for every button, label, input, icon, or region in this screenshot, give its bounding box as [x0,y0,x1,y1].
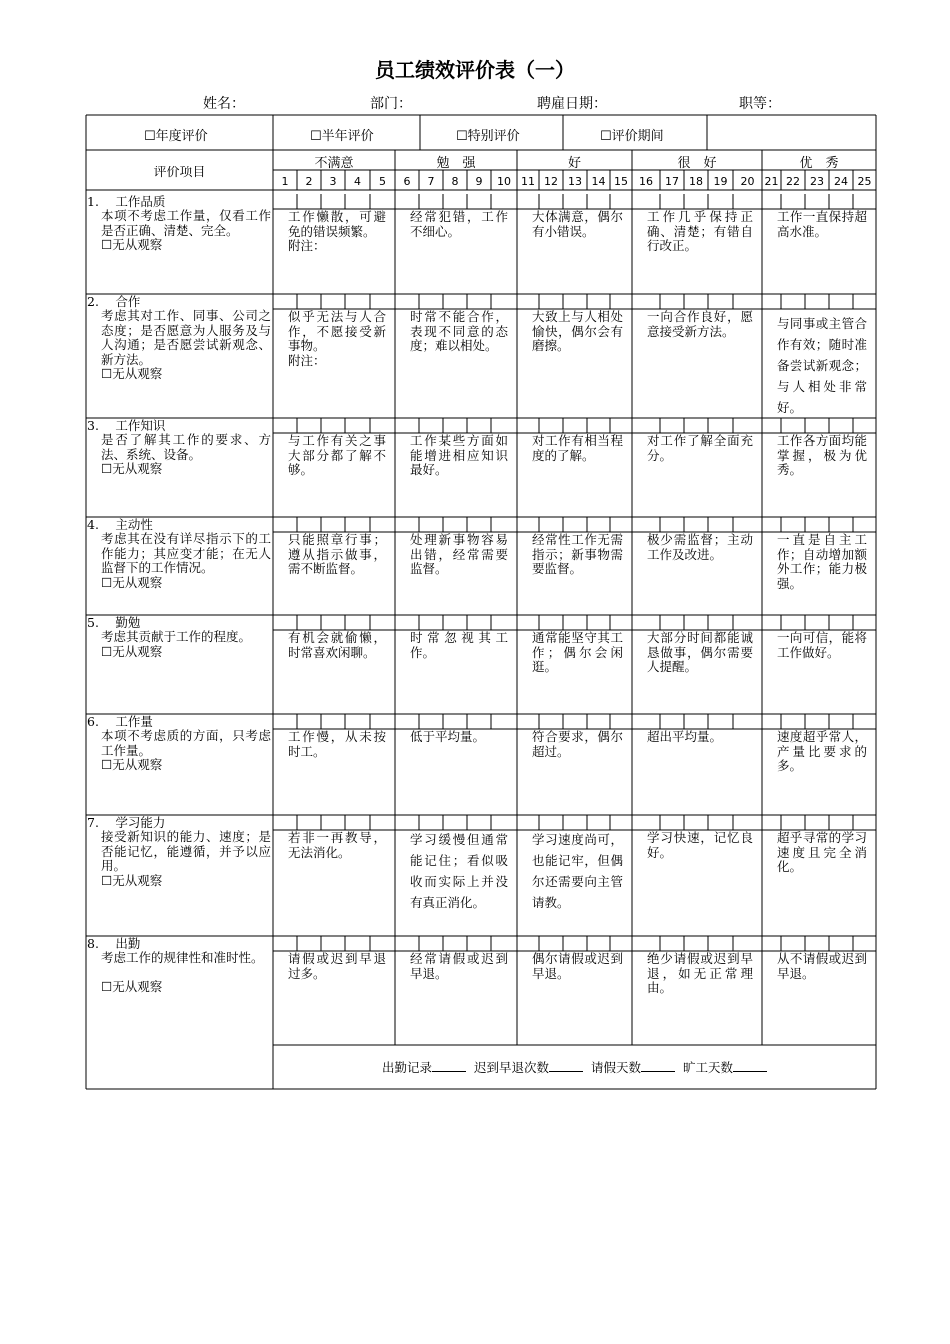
score-number-21: 21 [764,175,779,188]
score-number-17: 17 [665,175,679,188]
leave-days-label: 请假天数 [590,1060,641,1075]
item-description: 是否了解其工作的要求、方法、系统、设备。 [101,433,271,462]
score-number-22: 22 [786,175,800,188]
item-heading: 4. 主动性 [87,518,153,532]
grade-label: 职等： [739,96,781,112]
score-number-2: 2 [305,175,313,188]
dept-label: 部门： [370,96,412,112]
level-description-5: 超乎寻常的学习速度且完全消化。 [777,831,867,874]
level-description-2: 经常犯错，工作不细心。 [410,210,508,239]
level-description-1: 工作慢，从未按时工。 [288,730,386,759]
level-description-3: 通常能坚守其工作；偶尔会闲逛。 [532,631,623,674]
absent-days-blank[interactable] [733,1060,767,1072]
score-number-13: 13 [568,175,582,188]
score-number-9: 9 [475,175,483,188]
level-description-1: 有机会就偷懒，时常喜欢闲聊。 [288,631,386,660]
item-description: 本项不考虑工作量，仅看工作是否正确、清楚、完全。 [101,209,271,238]
level-description-2: 处理新事物容易出错，经常需要监督。 [410,533,508,576]
level-description-2: 时常不能合作，表现不同意的态度；难以相处。 [410,310,508,353]
annual-review-checkbox[interactable]: ☐年度评价 [144,129,208,144]
level-description-4: 大部分时间都能诚恳做事，偶尔需要人提醒。 [647,631,753,674]
no-observation-checkbox[interactable]: ☐无从观察 [101,758,163,772]
level-description-4: 极少需监督；主动工作及改进。 [647,533,753,562]
semiannual-review-checkbox[interactable]: ☐半年评价 [310,129,374,144]
score-number-20: 20 [740,175,755,188]
level-description-5: 速度超乎常人，产量比要求的多。 [777,730,867,773]
item-heading: 7. 学习能力 [87,816,166,830]
leave-days-blank[interactable] [641,1060,675,1072]
no-observation-checkbox[interactable]: ☐无从观察 [101,462,163,476]
item-description: 接受新知识的能力、速度；是否能记忆，能遵循，并予以应用。 [101,830,271,873]
late-count-label: 迟到早退次数 [474,1060,550,1075]
no-observation-checkbox[interactable]: ☐无从观察 [101,238,163,252]
score-number-6: 6 [403,175,411,188]
level-description-2: 低于平均量。 [410,730,486,744]
level-description-1: 只能照章行事；遵从指示做事，需不断监督。 [288,533,386,576]
score-number-14: 14 [591,175,606,188]
level-description-4: 一向合作良好，愿意接受新方法。 [647,310,753,339]
late-count-blank[interactable] [549,1060,583,1072]
hire-date-label: 聘雇日期： [537,96,607,112]
score-number-7: 7 [427,175,435,188]
level-description-1: 工作懒散，可避免的错误频繁。 附注： [288,210,386,253]
score-number-23: 23 [810,175,824,188]
level-description-1: 请假或迟到早退过多。 [288,952,386,981]
item-heading: 2. 合作 [87,295,141,309]
name-label: 姓名： [203,96,245,112]
level-description-1: 若非一再教导，无法消化。 [288,831,386,860]
scale-label-good: 好 [567,156,581,171]
no-observation-checkbox[interactable]: ☐无从观察 [101,367,163,381]
level-description-3: 学习速度尚可，也能记牢，但偶尔还需要向主管请教。 [532,832,623,910]
scale-label-excellent: 优 秀 [799,156,839,171]
level-description-3: 大致上与人相处愉快，偶尔会有磨擦。 [532,310,623,353]
level-description-4: 工作几乎保持正确、清楚；有错自行改正。 [647,210,753,253]
no-observation-checkbox[interactable]: ☐无从观察 [101,644,163,659]
level-description-4: 学习快速，记忆良好。 [647,831,753,860]
item-heading: 8. 出勤 [87,937,141,951]
score-number-18: 18 [689,175,703,188]
level-description-2: 工作某些方面如能增进相应知识最好。 [410,434,508,477]
attendance-summary [273,1058,876,1076]
score-number-12: 12 [544,175,558,188]
level-description-4: 超出平均量。 [647,730,723,744]
level-description-1: 似乎无法与人合作，不愿接受新事物。 附注： [288,310,386,368]
item-description: 本项不考虑质的方面，只考虑工作量。 [101,729,271,758]
level-description-5: 从不请假或迟到早退。 [777,952,867,981]
score-number-11: 11 [521,175,535,188]
level-description-5: 与同事或主管合作有效；随时准备尝试新观念；与人相处非常好。 [777,316,867,415]
review-period-checkbox[interactable]: ☐评价期间 [600,129,664,144]
level-description-2: 学习缓慢但通常能记住；看似吸收而实际上并没有真正消化。 [410,832,508,910]
item-description: 考虑其在没有详尽指示下的工作能力；其应变才能；在无人监督下的工作情况。 [101,532,271,575]
attendance-record-label: 出勤记录 [382,1060,433,1075]
score-number-25: 25 [857,175,872,188]
score-number-3: 3 [329,175,337,188]
level-description-5: 一直是自主工作；自动增加额外工作；能力极强。 [777,533,867,591]
level-description-2: 经常请假或迟到早退。 [410,952,508,981]
level-description-1: 与工作有关之事大部分都了解不够。 [288,434,386,477]
level-description-3: 符合要求，偶尔超过。 [532,730,623,759]
score-number-16: 16 [639,175,653,188]
scale-label-unsatisfactory: 不满意 [314,156,354,171]
score-number-5: 5 [379,175,386,188]
level-description-3: 大体满意，偶尔有小错误。 [532,210,623,239]
item-description: 考虑工作的规律性和准时性。 [101,951,264,965]
item-heading: 3. 工作知识 [87,419,166,433]
no-observation-checkbox[interactable]: ☐无从观察 [101,575,163,590]
scale-label-very-good: 很 好 [677,156,717,171]
level-description-4: 对工作了解全面充分。 [647,434,753,463]
no-observation-checkbox[interactable]: ☐无从观察 [101,980,163,994]
level-description-3: 经常性工作无需指示；新事物需要监督。 [532,533,623,576]
item-heading: 1. 工作品质 [87,195,166,209]
special-review-checkbox[interactable]: ☐特别评价 [456,129,520,144]
item-heading: 5. 勤勉 [87,616,141,630]
level-description-3: 偶尔请假或迟到早退。 [532,952,623,981]
page-title: 员工绩效评价表（一） [375,58,575,82]
item-description: 考虑其贡献于工作的程度。 [101,630,252,644]
score-number-8: 8 [451,175,459,188]
absent-days-label: 旷工天数 [682,1060,733,1075]
level-description-5: 工作一直保持超高水准。 [777,210,867,239]
attendance-record-blank[interactable] [432,1060,466,1072]
score-number-10: 10 [497,175,511,188]
scale-label-fair: 勉 强 [436,156,476,171]
score-number-1: 1 [281,175,289,188]
level-description-5: 一向可信，能将工作做好。 [777,631,867,660]
score-number-24: 24 [834,175,848,188]
level-description-5: 工作各方面均能掌握，极为优秀。 [777,434,867,477]
item-description: 考虑其对工作、同事、公司之态度；是否愿意为人服务及与人沟通；是否愿尝试新观念、新方法。 [101,309,271,367]
score-number-19: 19 [713,175,728,188]
item-heading: 6. 工作量 [87,715,153,729]
level-description-2: 时常忽视其工作。 [410,631,508,660]
column-header-items: 评价项目 [153,166,206,180]
level-description-3: 对工作有相当程度的了解。 [532,434,623,463]
no-observation-checkbox[interactable]: ☐无从观察 [101,873,163,888]
score-number-4: 4 [354,175,361,188]
score-number-15: 15 [614,175,628,188]
level-description-4: 绝少请假或迟到早退，如无正常理由。 [647,952,753,995]
